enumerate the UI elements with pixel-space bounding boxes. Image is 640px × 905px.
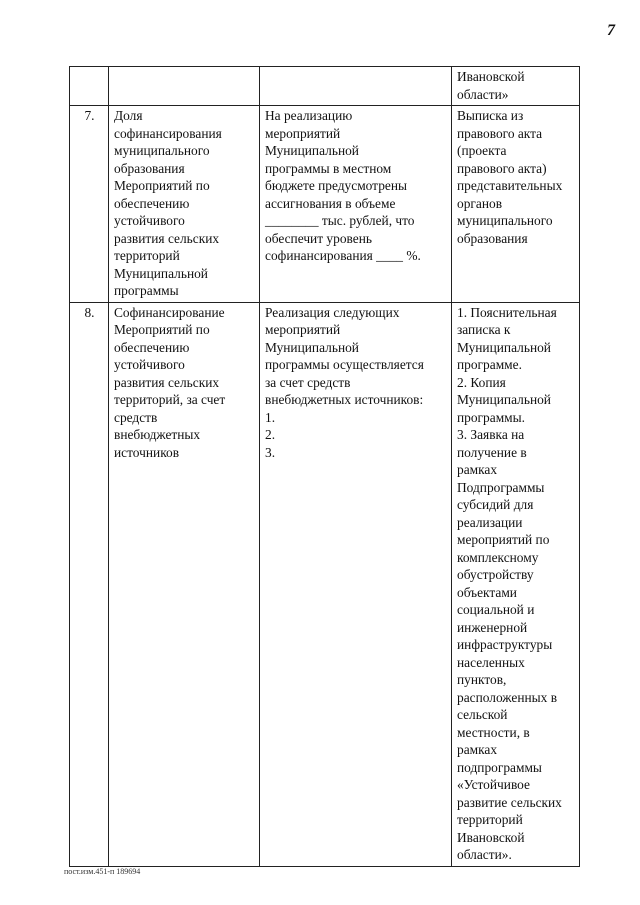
cell-line: Мероприятий по <box>114 322 210 337</box>
num-cell: 7. <box>70 106 109 303</box>
cell-line: мероприятий <box>265 125 341 141</box>
cell-line: образования <box>457 230 528 246</box>
cell-line: представительных <box>457 178 563 193</box>
cell-line: развития сельских <box>114 230 220 246</box>
num-cell <box>70 67 109 106</box>
cell-line: муниципального <box>457 213 553 228</box>
cell-line: Выписка из <box>457 108 524 123</box>
page-number: 7 <box>607 22 615 39</box>
cell-line: 2. <box>265 427 276 442</box>
cell-line: обустройству <box>457 567 534 582</box>
cell-line: инфраструктуры <box>457 637 553 652</box>
cell-line: местности, в <box>457 724 530 740</box>
cell-line: Муниципальной <box>457 339 551 355</box>
cell-line: Подпрограммы <box>457 479 545 495</box>
document-cell <box>452 106 580 303</box>
document-cell <box>452 302 580 866</box>
cell-line: Реализация следующих <box>265 304 400 320</box>
cell-line: 1. <box>265 409 276 425</box>
requirements-table <box>69 66 580 867</box>
cell-line: сельской <box>457 707 508 722</box>
footer-code: пост.изм.451-п 189694 <box>64 867 141 876</box>
cell-line: развития сельских <box>114 374 220 390</box>
cell-line: программы в местном <box>265 160 392 176</box>
cell-line: реализации <box>457 514 523 530</box>
cell-line: ассигнования в объеме <box>265 195 396 211</box>
cell-line: записка к <box>457 322 511 337</box>
indicator-cell <box>109 67 260 106</box>
cell-line: 3. Заявка на <box>457 427 525 442</box>
cell-line: программы <box>114 283 179 298</box>
cell-line: пунктов, <box>457 672 507 687</box>
cell-line: органов <box>457 195 503 211</box>
table-row <box>70 302 580 866</box>
cell-line: муниципального <box>114 143 210 158</box>
cell-line: софинансирования <box>114 125 222 141</box>
cell-line: На реализацию <box>265 108 353 123</box>
cell-line: рамках <box>457 742 498 757</box>
cell-line: ________ тыс. рублей, что <box>265 213 415 228</box>
cell-line: источников <box>114 444 180 460</box>
cell-line: «Устойчивое <box>457 777 530 792</box>
cell-line: инженерной <box>457 619 528 635</box>
cell-line: области» <box>457 86 509 102</box>
cell-line: внебюджетных <box>114 427 201 442</box>
cell-line: софинансирования ____ %. <box>265 248 421 263</box>
cell-line: 2. Копия <box>457 374 506 390</box>
cell-line: Муниципальной <box>265 143 359 158</box>
cell-line: Софинансирование <box>114 304 225 320</box>
cell-line: территорий <box>457 812 523 827</box>
cell-line: области». <box>457 847 512 862</box>
cell-line: Муниципальной <box>457 392 551 407</box>
value-cell <box>260 67 452 106</box>
cell-line: устойчивого <box>114 357 185 372</box>
cell-line: объектами <box>457 584 517 600</box>
indicator-cell <box>109 302 260 866</box>
cell-line: устойчивого <box>114 213 185 228</box>
cell-line: получение в <box>457 444 527 460</box>
cell-line: мероприятий по <box>457 532 550 547</box>
cell-line: развитие сельских <box>457 794 562 810</box>
table-row <box>70 67 580 106</box>
cell-line: мероприятий <box>265 322 341 337</box>
cell-line: 3. <box>265 444 276 460</box>
cell-line: Доля <box>114 108 143 123</box>
cell-line: 1. Пояснительная <box>457 304 557 320</box>
cell-line: образования <box>114 160 185 176</box>
cell-line: комплексному <box>457 549 539 565</box>
cell-line: Ивановской <box>457 829 525 845</box>
cell-line: бюджете предусмотрены <box>265 178 408 193</box>
cell-line: субсидий для <box>457 497 534 512</box>
cell-line: обеспечит уровень <box>265 230 372 246</box>
value-cell <box>260 302 452 866</box>
cell-line: Муниципальной <box>265 339 359 355</box>
cell-line: Ивановской <box>457 69 525 84</box>
cell-line: программы. <box>457 409 525 425</box>
cell-line: территорий, за счет <box>114 392 226 407</box>
cell-line: населенных <box>457 654 525 670</box>
cell-line: Мероприятий по <box>114 178 210 193</box>
cell-line: средств <box>114 409 158 425</box>
cell-line: Муниципальной <box>114 265 208 281</box>
cell-line: социальной и <box>457 602 535 617</box>
cell-line: правового акта) <box>457 160 547 176</box>
cell-line: внебюджетных источников: <box>265 392 424 407</box>
cell-line: за счет средств <box>265 374 351 390</box>
cell-line: подпрограммы <box>457 759 542 775</box>
num-cell: 8. <box>70 302 109 866</box>
cell-line: обеспечению <box>114 195 190 211</box>
cell-line: территорий <box>114 248 180 263</box>
cell-line: правового акта <box>457 125 543 141</box>
table-row <box>70 106 580 303</box>
value-cell <box>260 106 452 303</box>
cell-line: (проекта <box>457 143 507 158</box>
cell-line: программы осуществляется <box>265 357 424 372</box>
cell-line: рамках <box>457 462 498 477</box>
cell-line: обеспечению <box>114 339 190 355</box>
cell-line: программе. <box>457 357 522 372</box>
indicator-cell <box>109 106 260 303</box>
cell-line: расположенных в <box>457 689 558 705</box>
document-cell <box>452 67 580 106</box>
